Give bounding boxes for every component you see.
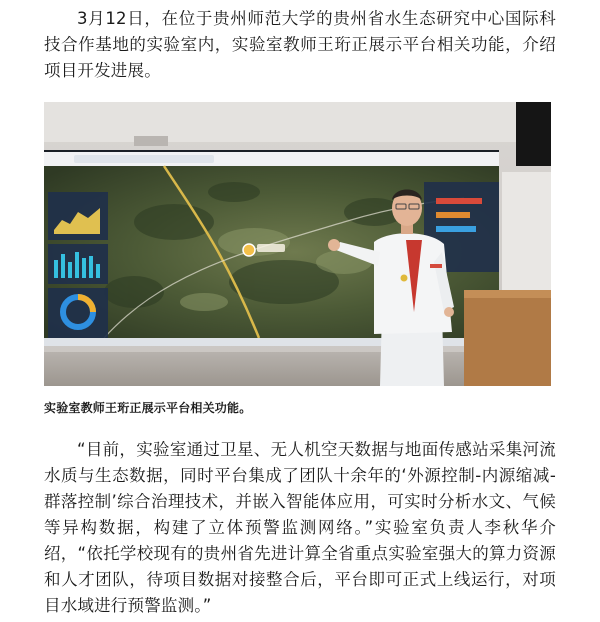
intro-paragraph: 3月12日，在位于贵州师范大学的贵州省水生态研究中心国际科技合作基地的实验室内，实验室教师王珩正展示平台相关功能，介绍项目开发进展。 <box>44 9 556 80</box>
article-photo <box>44 102 551 386</box>
lectern <box>464 290 551 386</box>
photo-caption: 实验室教师王珩正展示平台相关功能。 <box>44 401 252 415</box>
lab-scene-illustration <box>44 102 551 386</box>
ceiling-vent <box>134 136 168 146</box>
speaker <box>516 102 551 166</box>
quote-paragraph: “目前，实验室通过卫星、无人机空天数据与地面传感站采集河流水质与生态数据，同时平台集成了团队十余年的‘外源控制-内源缩减-群落控制’综合治理技术，并嵌入智能体应用，可实时分析水文、气候等异构数据，构建了立体预警监测网络。”实验室负责人李秋华介绍，“依托学校现有的贵州省先进计算全省重点实验室强大的算力资源和人才团队，待项目数据对接整合后，平台即可正式上线运行，对项目水域进行预警监测。” <box>44 440 556 615</box>
